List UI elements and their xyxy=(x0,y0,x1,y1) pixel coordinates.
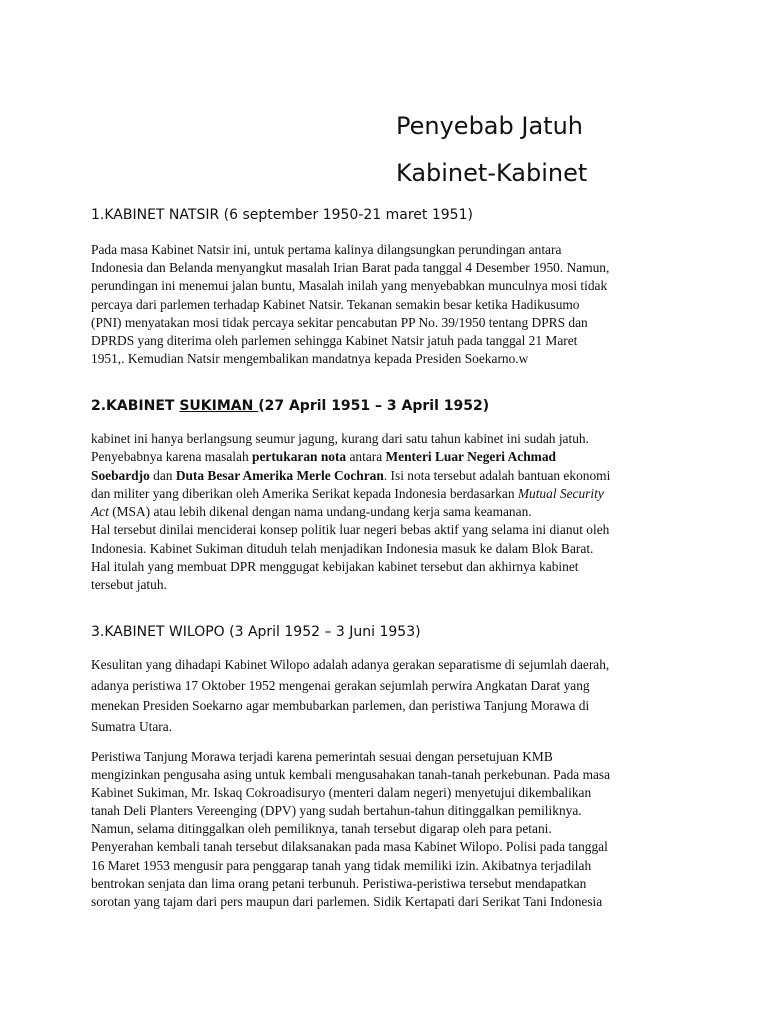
title-line-1: Penyebab Jatuh xyxy=(396,112,583,140)
text-run: . Isi nota tersebut adalah bantuan ekonomi xyxy=(383,467,611,483)
section-2-heading-prefix: 2.KABINET xyxy=(91,398,180,414)
bold-text: pertukaran nota xyxy=(252,449,347,465)
paragraph-line: Hal tersebut dinilai menciderai konsep politik luar negeri bebas aktif yang selama ini dianut oleh xyxy=(91,522,610,538)
bold-text: Duta Besar Amerika Merle Cochran xyxy=(175,467,384,483)
paragraph-line: Kabinet Sukiman, Mr. Iskaq Cokroadisuryo (menteri dalam negeri) menyetujui dikembalikan xyxy=(91,785,592,801)
section-3-heading: 3.KABINET WILOPO (3 April 1952 – 3 Juni 1953) xyxy=(91,624,421,640)
text-run: Penyebabnya karena masalah xyxy=(91,449,252,465)
italic-text: Act xyxy=(91,504,109,520)
text-run: antara xyxy=(346,449,386,465)
paragraph-line: Pada masa Kabinet Natsir ini, untuk pertama kalinya dilangsungkan perundingan antara xyxy=(91,242,562,257)
paragraph-line: Indonesia. Kabinet Sukiman dituduh telah menjadikan Indonesia masuk ke dalam Blok Barat. xyxy=(91,540,594,556)
paragraph-line: Penyerahan kembali tanah tersebut dilaksanakan pada masa Kabinet Wilopo. Polisi pada tanggal xyxy=(91,839,608,855)
section-3-paragraph-2 xyxy=(91,748,691,911)
paragraph-line: percaya dari parlemen terhadap Kabinet Natsir. Tekanan semakin besar ketika Hadikusumo xyxy=(91,296,580,312)
text-run: (MSA) atau lebih dikenal dengan nama undang-undang kerja sama keamanan. xyxy=(108,504,532,520)
paragraph-line: Sumatra Utara. xyxy=(91,719,173,735)
section-1-heading: 1.KABINET NATSIR (6 september 1950-21 maret 1951) xyxy=(91,207,473,223)
paragraph-line xyxy=(91,467,691,485)
paragraph-line: Peristiwa Tanjung Morawa terjadi karena pemerintah sesuai dengan persetujuan KMB xyxy=(91,749,553,764)
paragraph-line: tanah Deli Planters Vereenging (DPV) yang sudah bertahun-tahun ditinggalkan pemiliknya. xyxy=(91,803,582,819)
paragraph-line: adanya peristiwa 17 Oktober 1952 mengenai gerakan sejumlah perwira Angkatan Darat yang xyxy=(91,677,590,693)
paragraph-line: Kesulitan yang dihadapi Kabinet Wilopo adalah adanya gerakan separatisme di sejumlah daerah, xyxy=(91,657,610,672)
text-run: dan xyxy=(149,467,176,483)
bold-text: Menteri Luar Negeri Achmad xyxy=(385,449,556,465)
paragraph-line: mengizinkan pengusaha asing untuk kembali mengusahakan tanah-tanah perkebunan. Pada masa xyxy=(91,767,611,783)
section-2-heading-name: SUKIMAN xyxy=(179,398,259,414)
section-2-heading-dates: (27 April 1951 – 3 April 1952) xyxy=(258,398,490,414)
paragraph-line: tersebut jatuh. xyxy=(91,577,167,593)
paragraph-line xyxy=(91,448,691,466)
paragraph-line: perundingan ini menemui jalan buntu, Masalah inilah yang menyebabkan munculnya mosi tidak xyxy=(91,278,608,294)
paragraph-line: bentrokan senjata dan lima orang petani terbunuh. Peristiwa-peristiwa tersebut mendapatkan xyxy=(91,875,587,891)
paragraph-line: kabinet ini hanya berlangsung seumur jagung, kurang dari satu tahun kabinet ini sudah jatuh. xyxy=(91,431,589,446)
section-2-heading xyxy=(91,397,489,415)
section-3-paragraph-1 xyxy=(91,655,691,738)
bold-text: Soebardjo xyxy=(91,467,150,483)
section-2-paragraph xyxy=(91,430,691,595)
paragraph-line: sorotan yang tajam dari pers maupun dari parlemen. Sidik Kertapati dari Serikat Tani Indonesia xyxy=(91,893,603,909)
paragraph-line: DPRDS yang diterima oleh parlemen sehingga Kabinet Natsir jatuh pada tanggal 21 Maret xyxy=(91,333,578,349)
section-1-paragraph xyxy=(91,241,691,368)
paragraph-line: Indonesia dan Belanda menyangkut masalah Irian Barat pada tanggal 4 Desember 1950. Namun, xyxy=(91,260,610,276)
paragraph-line: (PNI) menyatakan mosi tidak percaya sekitar pencabutan PP No. 39/1950 tentang DPRS dan xyxy=(91,314,588,330)
paragraph-line: Hal itulah yang membuat DPR menggugat kebijakan kabinet tersebut dan akhirnya kabinet xyxy=(91,559,579,575)
text-run: dan militer yang diberikan oleh Amerika Serikat kepada Indonesia berdasarkan xyxy=(91,485,518,501)
paragraph-line xyxy=(91,503,691,521)
title-line-2: Kabinet-Kabinet xyxy=(396,159,588,187)
paragraph-line: 1951,. Kemudian Natsir mengembalikan mandatnya kepada Presiden Soekarno.w xyxy=(91,351,529,367)
paragraph-line: menekan Presiden Soekarno agar membubarkan parlemen, dan peristiwa Tanjung Morawa di xyxy=(91,698,590,714)
paragraph-line: Namun, selama ditinggalkan oleh pemiliknya, tanah tersebut digarap oleh para petani. xyxy=(91,821,552,837)
italic-text: Mutual Security xyxy=(517,485,604,501)
paragraph-line: 16 Maret 1953 mengusir para penggarap tanah yang tidak memiliki izin. Akibatnya terjadilah xyxy=(91,857,592,873)
paragraph-line xyxy=(91,485,691,503)
